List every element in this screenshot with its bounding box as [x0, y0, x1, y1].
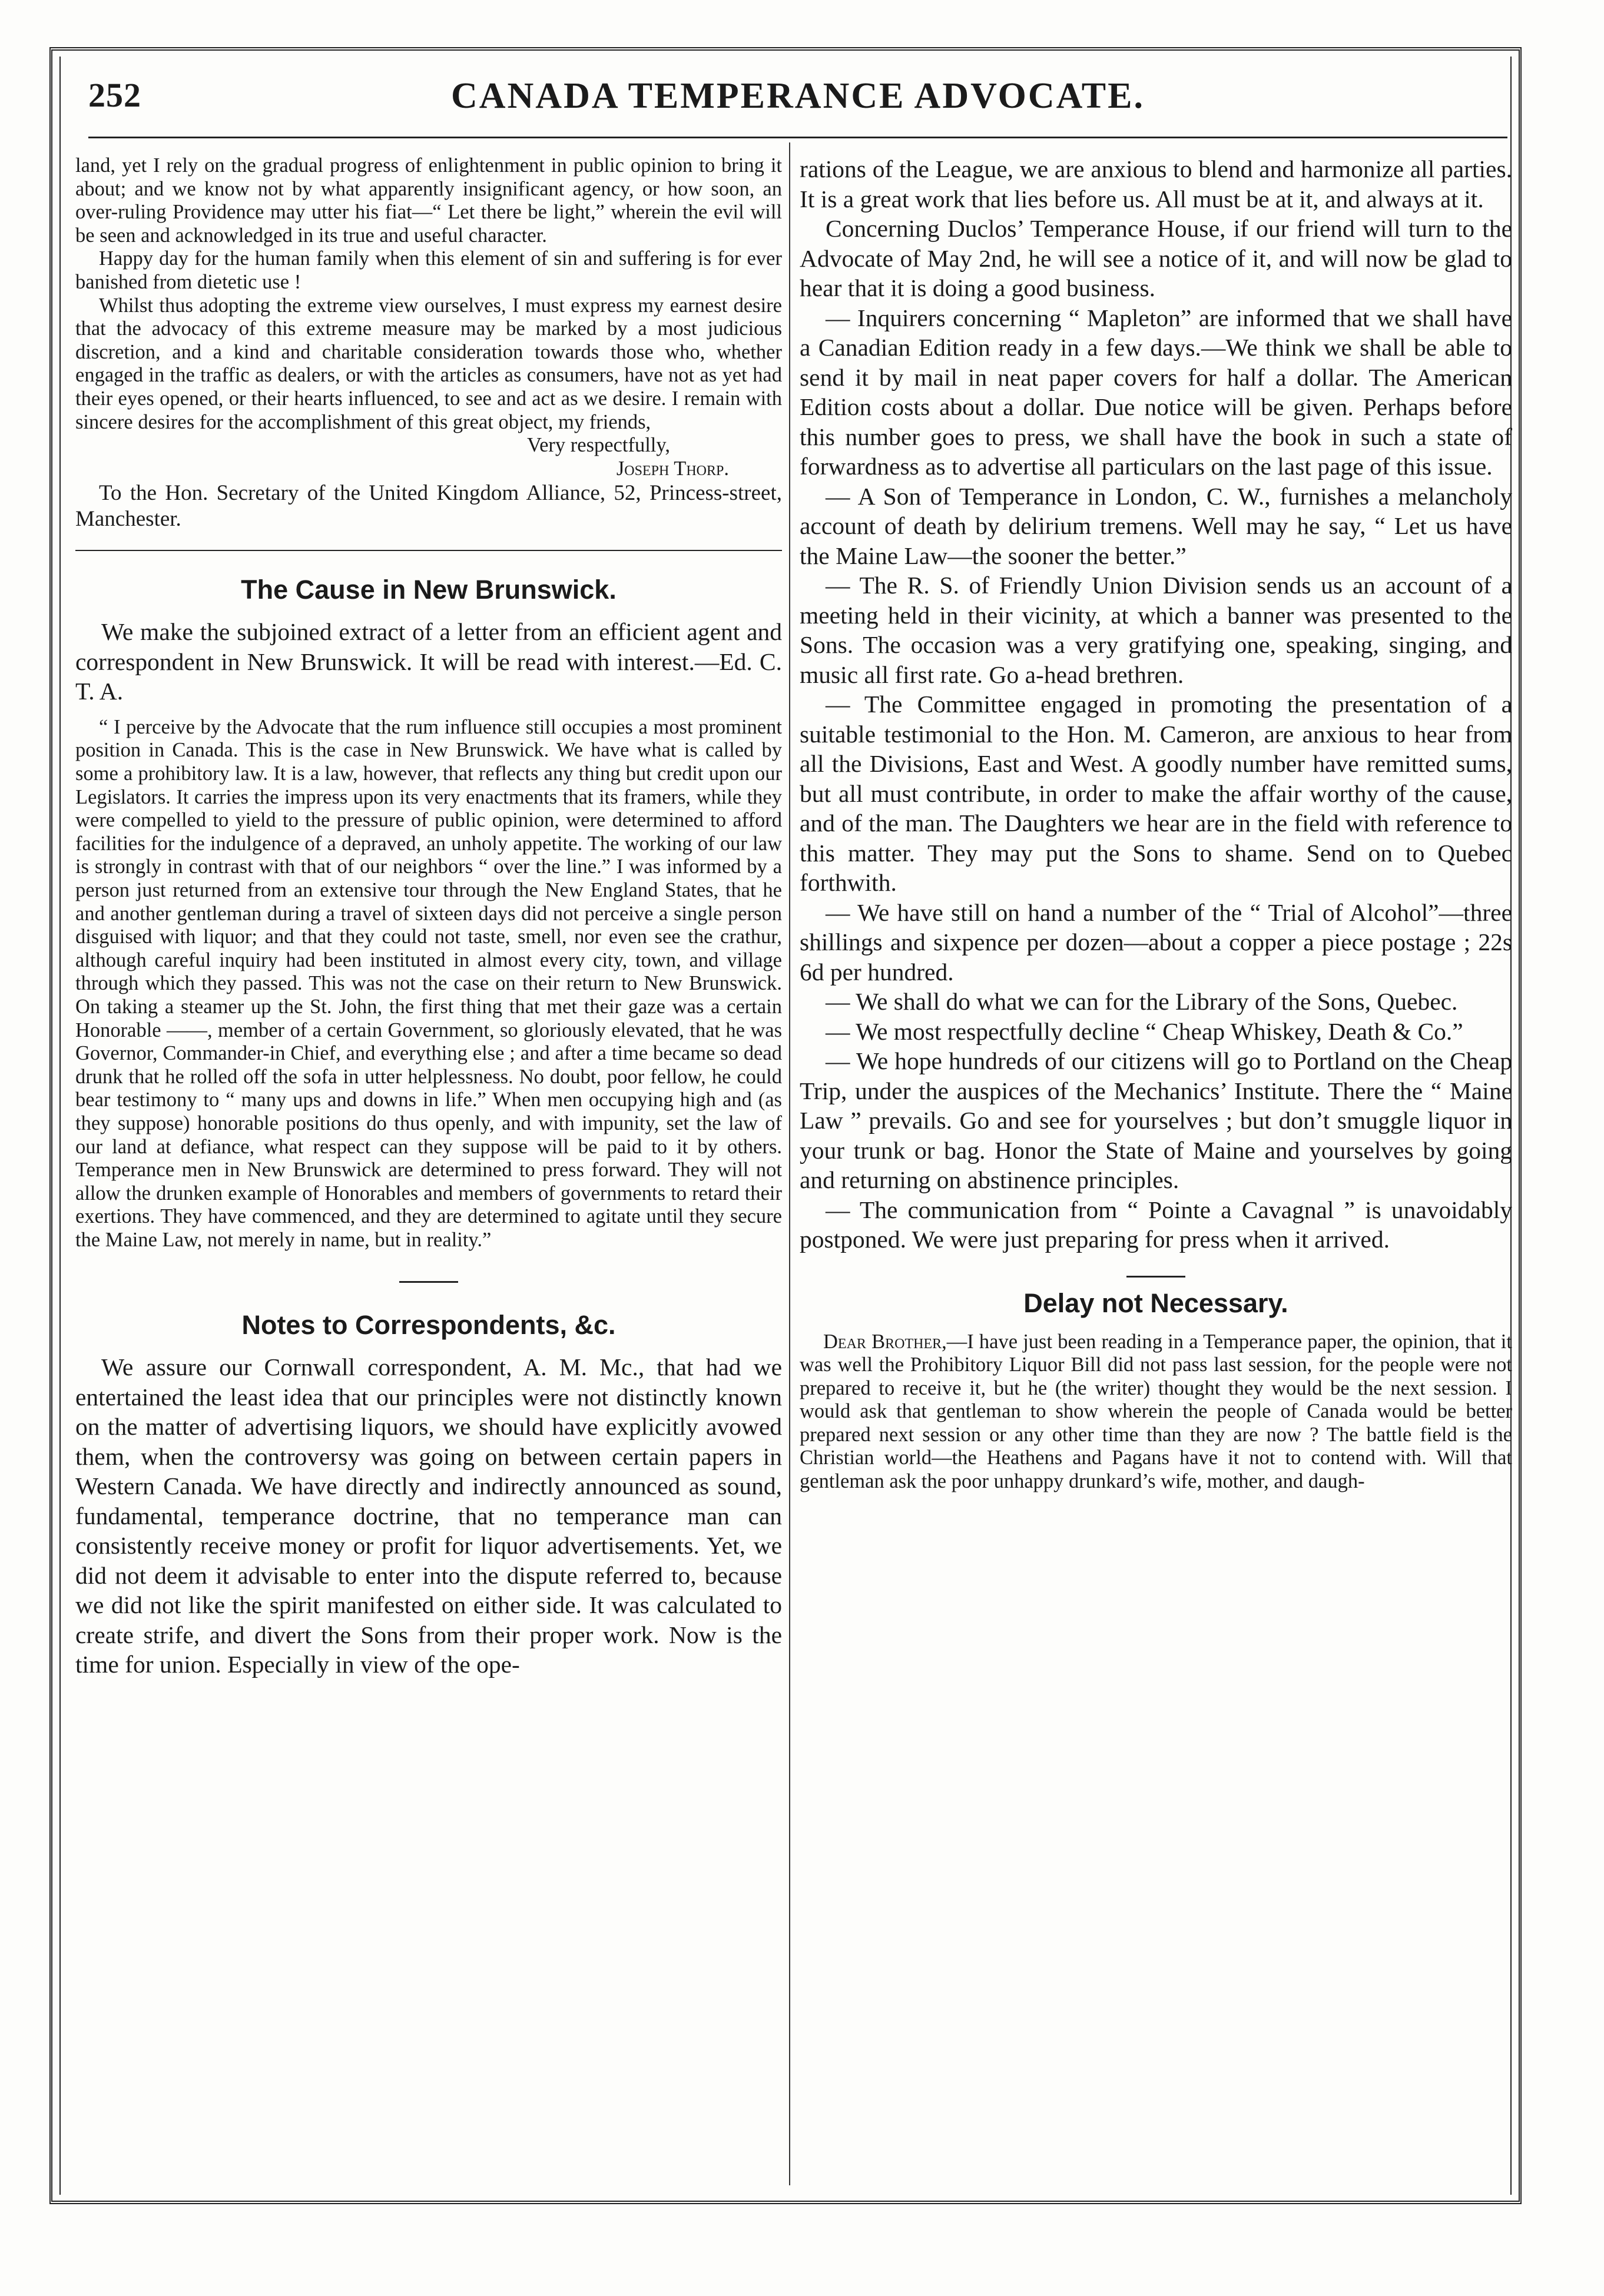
paragraph: — The communication from “ Pointe a Cavagnal ” is unavoidably postponed. We were just preparing for press when it arrived.	[800, 1196, 1512, 1253]
letter-continuation	[75, 154, 782, 532]
paragraph: We assure our Cornwall correspondent, A. M. Mc., that had we entertained the least idea that our principles were not distinctly known on the matter of advertising liquors, we should have explicitly avowed them, when the controversy was going on between certain papers in Western Canada. We have directly and indirectly announced as sound, fundamental, temperance doctrine, that no temperance man can consistently receive money or profit for liquor advertisements. Yet, we did not deem it advisable to enter into the dispute referred to, because we did not like the spirit manifested on either side. It was calculated to create strife, and divert the Sons from their proper work. Now is the time for union. Especially in view of the ope-	[75, 1353, 782, 1678]
paragraph: rations of the League, we are anxious to blend and harmonize all parties. It is a great work that lies before us. All must be at it, and always at it.	[800, 155, 1512, 213]
paragraph: Whilst thus adopting the extreme view ourselves, I must express my earnest desire that the advocacy of this extreme measure may be marked by a most judicious discretion, and a kind and charitable consideration towards those who, whether engaged in the traffic as dealers, or with the articles as consumers, have not as yet had their eyes opened, or their hearts influenced, to see and act as we desire. I remain with sincere desires for the accomplishment of this great object, my friends,	[75, 294, 782, 433]
page-header	[88, 75, 1507, 134]
paragraph: — We most respectfully decline “ Cheap Whiskey, Death & Co.”	[826, 1017, 1463, 1045]
column-divider	[789, 142, 790, 2185]
notes-body	[75, 1352, 782, 1680]
running-title: CANADA TEMPERANCE ADVOCATE.	[450, 76, 1145, 116]
paragraph: Happy day for the human family when this element of sin and suffering is for ever banished from dietetic use !	[75, 247, 782, 293]
paragraph: “ I perceive by the Advocate that the rum influence still occupies a most prominent position in Canada. This is the case in New Brunswick. We have what is called by some a prohibitory law. It is a law, however, that reflects any thing but credit upon our Legislators. It carries the impress upon its very enactments that its framers, while they were compelled to yield to the pressure of public opinion, were determined to afford facilities for the indulgence of a depraved, an unholy appetite. The working of our law is strongly in contrast with that of our neighbors “ over the line.” I was informed by a person just returned from an extensive tour through the New England States, that he and another gentleman during a travel of sixteen days did not perceive a single person disguised with liquor; and that they could not taste, smell, nor even see the crathur, although careful inquiry had been instituted in almost every city, town, and village through which they passed. This was not the case on their return to New Brunswick. On taking a steamer up the St. John, the first thing that met their gaze was a certain Honorable ——, member of a certain Government, so gloriously elevated, that he was Governor, Commander-in Chief, and everything else ; and after a time became so dead drunk that he rolled off the sofa in utter helplessness. No doubt, poor fellow, he could bear testimony to “ many ups and downs in life.” When men occupying high and (as they suppose) honorable positions do thus openly, and with impunity, set the law of our land at defiance, what respect can they suppose will be paid to it by others. Temperance men in New Brunswick are determined to press forward. They will not allow the drunken example of Honorables and members of governments to retard their exertions. They have commenced, and they are determined to agitate until they secure the Maine Law, not merely in name, but in reality.”	[75, 715, 782, 1251]
paragraph: — We hope hundreds of our citizens will go to Portland on the Cheap Trip, under the auspices of the Mechanics’ Institute. There the “ Maine Law ” prevails. Go and see for yourselves ; but don’t smuggle liquor in your trunk or bag. Honor the State of Maine and yourselves by going and returning on abstinence principles.	[800, 1047, 1512, 1193]
paragraph: — A Son of Temperance in London, C. W., furnishes a melancholy account of death by delirium tremens. Well may he say, “ Let us have the Maine Law—the sooner the better.”	[800, 482, 1512, 569]
left-column	[75, 154, 782, 1680]
delay-letter	[800, 1331, 1512, 1494]
section-rule	[75, 550, 782, 551]
short-rule	[399, 1281, 458, 1283]
salutation: Dear Brother,	[823, 1330, 947, 1353]
new-brunswick-letter	[75, 716, 782, 1252]
page-number: 252	[88, 76, 141, 114]
signature: Joseph Thorp.	[616, 457, 729, 480]
right-column	[800, 154, 1512, 1494]
paragraph: — The R. S. of Friendly Union Division sends us an account of a meeting held in their vicinity, at which a banner was presented to the Sons. The occasion was a very gratifying one, speaking, singing, and music all first rate. Go a-head brethren.	[800, 572, 1512, 688]
paragraph: — The Committee engaged in promoting the presentation of a suitable testimonial to the Hon. M. Cameron, are anxious to hear from all the Divisions, East and West. A goodly number have remitted sums, but all must contribute, in order to make the affair worthy of the cause, and of the man. The Daughters we hear are in the field with reference to this matter. They may put the Sons to shame. Send on to Quebec forthwith.	[800, 691, 1512, 896]
letter-body: —I have just been reading in a Temperance paper, the opinion, that it was well the Prohibitory Liquor Bill did not pass last session, for the people were not prepared to receive it, but he (the writer) thought they would be the next session. I would ask that gentleman to show wherein the people of Canada would be better prepared next session or any other time than they are now ? The battle field is the Christian world—the Heathens and Pagans have it not to contend with. Will that gentleman ask the poor unhappy drunkard’s wife, mother, and daugh-	[800, 1330, 1512, 1493]
section-heading: Delay not Necessary.	[1023, 1288, 1288, 1318]
paragraph: — Inquirers concerning “ Mapleton” are informed that we shall have a Canadian Edition ready in a few days.—We think we shall be able to send it by mail in neat paper covers for half a dollar. The American Edition costs about a dollar. Due notice will be given. Perhaps before this number goes to press, we shall have the book in such a state of forwardness as to advertise all particulars on the last page of this issue.	[800, 304, 1512, 480]
paragraph: Concerning Duclos’ Temperance House, if our friend will turn to the Advocate of May 2nd, he will see a notice of it, and will now be glad to hear that it is doing a good business.	[800, 215, 1512, 301]
new-brunswick-intro	[75, 617, 782, 706]
paragraph	[800, 1331, 1512, 1494]
paragraph: — We have still on hand a number of the “ Trial of Alcohol”—three shillings and sixpence per dozen—about a copper a piece postage ; 22s 6d per hundred.	[800, 898, 1512, 986]
paragraph: land, yet I rely on the gradual progress of enlightenment in public opinion to bring it about; and we know not by what apparently insignificant agency, or how soon, an over-ruling Providence may utter his fiat—“ Let there be light,” wherein the evil will be seen and acknowledged in its true and useful character.	[75, 154, 782, 247]
closing: Very respectfully,	[527, 434, 670, 457]
paragraph: We make the subjoined extract of a letter from an efficient agent and correspondent in New Brunswick. It will be read with interest.—Ed. C. T. A.	[75, 618, 782, 705]
editorial-notes	[800, 154, 1512, 1255]
header-rule	[88, 137, 1507, 138]
short-rule	[1126, 1276, 1185, 1278]
section-heading: The Cause in New Brunswick.	[241, 575, 617, 605]
address: To the Hon. Secretary of the United Kingdom Alliance, 52, Princess-street, Manchester.	[75, 481, 782, 532]
section-heading: Notes to Correspondents, &c.	[241, 1310, 616, 1341]
paragraph: — We shall do what we can for the Library of the Sons, Quebec.	[826, 988, 1458, 1015]
